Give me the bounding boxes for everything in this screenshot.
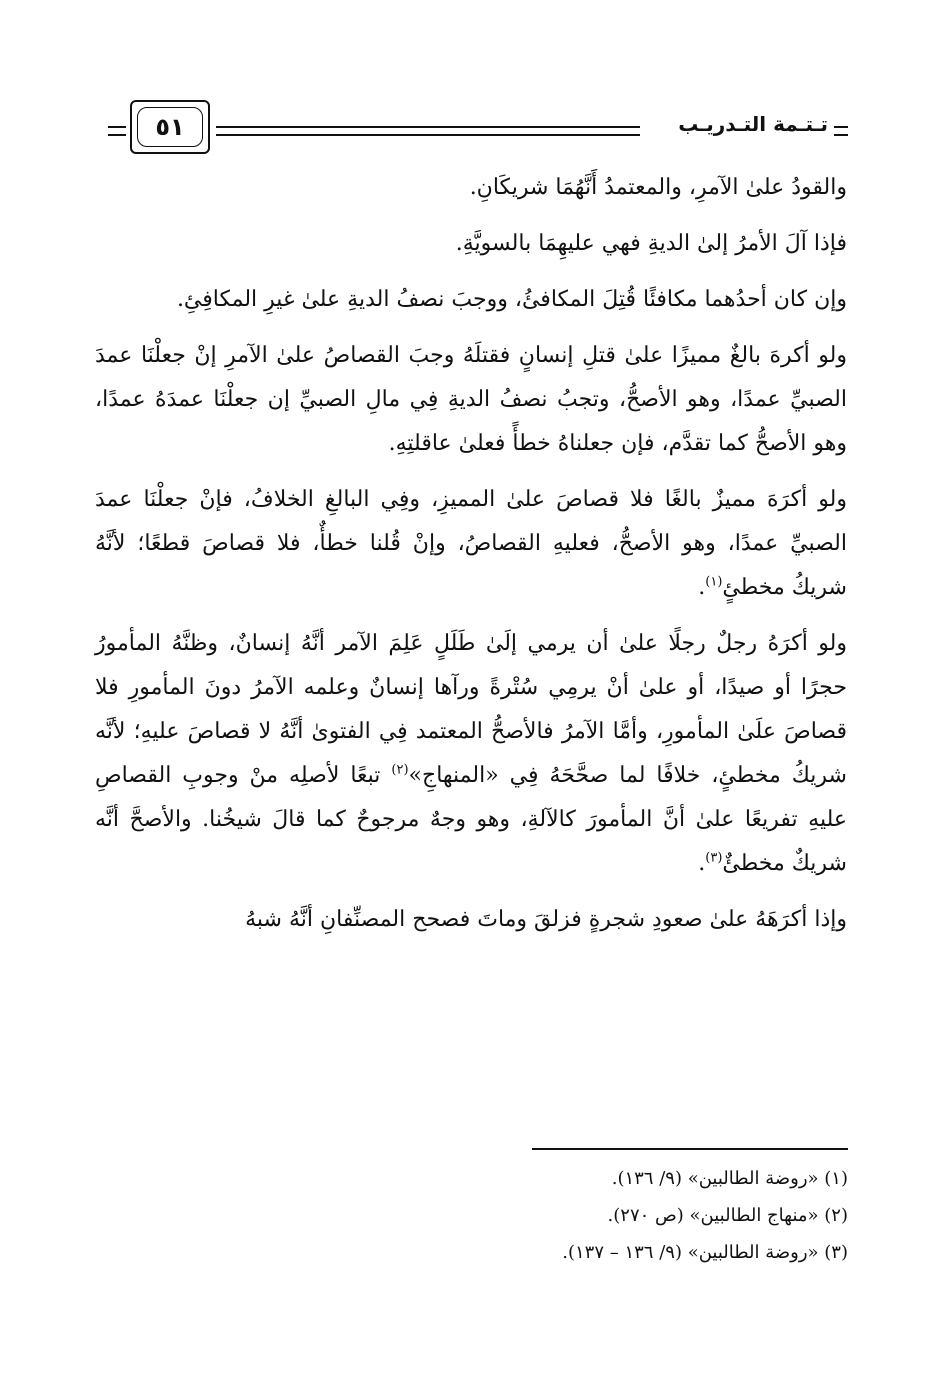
paragraph: ولو أكرَهَ مميزٌ بالغًا فلا قصاصَ علىٰ المميزِ، وفِي البالغِ الخلافُ، فإنْ جعلْنَا عمدَ الصبيِّ عمدًا، وهو الأصحُّ، فعليهِ القصاصُ، وإنْ قُلنا خطأٌ، فلا قصاصَ قطعًا؛ لأنَّهُ شريكُ مخطئٍ$^{(١)}$. (95, 487, 847, 600)
running-title: تـتـمة التـدريـب (678, 112, 828, 136)
paragraph: والقودُ علىٰ الآمرِ، والمعتمدُ أَنَّهُمَا شريكَانِ. (469, 175, 847, 200)
footnote: (٢) «منهاج الطالبين» (ص ٢٧٠). (607, 1205, 848, 1226)
page-number-frame (130, 100, 210, 154)
paragraph: وإذا أكرَهَهُ علىٰ صعودِ شجرةٍ فزلقَ وماتَ فصحح المصنِّفانِ أنَّهُ شبهُ (245, 907, 847, 932)
footnote-divider (532, 1148, 848, 1150)
footnotes (96, 1160, 848, 1271)
main-text (95, 166, 847, 942)
footnote: (٣) «روضة الطالبين» (٩/ ١٣٦ – ١٣٧). (562, 1242, 848, 1263)
paragraph: ولو أكرَهُ رجلٌ رجلًا علىٰ أن يرمي إلَىٰ طَلَلٍ عَلِمَ الآمر أنَّهُ إنسانٌ، وظنَّهُ المأمورُ حجرًا أو صيدًا، أو علىٰ أنْ يرمِي سُتْرةً ورآها إنسانٌ وعلمه الآمرُ دونَ المأمورِ فلا قصاصَ علَىٰ المأمورِ، وأمَّا الآمرُ فالأصحُّ المعتمد فِي الفتوىٰ أنَّهُ لا قصاصَ عليهِ؛ لأنَّه شريكُ مخطئٍ، خلافًا لما صحَّحَهُ فِي «المنهاجِ»$^{(٢)}$ تبعًا لأصلِه منْ وجوبِ القصاصِ عليهِ تفريعًا علىٰ أنَّ المأمورَ كالآلةِ، وهو وجهٌ مرجوحٌ كما قالَ شيخُنا. والأصحَّ أنَّه شريكٌ مخطئٌ$^{(٣)}$. (95, 631, 847, 876)
footnote: (١) «روضة الطالبين» (٩/ ١٣٦). (611, 1168, 848, 1189)
footnote-marker[interactable]: (١) (705, 574, 723, 590)
header-rule-right (834, 126, 848, 136)
footnote-marker[interactable]: (٣) (705, 850, 723, 866)
page-number: ٥١ (137, 107, 203, 147)
header-rule-left (108, 126, 126, 136)
footnote-marker[interactable]: (٢) (391, 762, 409, 778)
header-rule-middle (216, 126, 640, 136)
paragraph: فإذا آلَ الأمرُ إلىٰ الديةِ فهي عليهِمَا بالسويَّةِ. (455, 231, 847, 256)
page-header (108, 98, 848, 160)
paragraph: ولو أكرهَ بالغٌ مميزًا علىٰ قتلِ إنسانٍ فقتلَهُ وجبَ القصاصُ علىٰ الآمرِ إنْ جعلْنَا عمدَ الصبيِّ عمدًا، وهو الأصحُّ، وتجبُ نصفُ الديةِ فِي مالِ الصبيِّ إن جعلْنَا عمدَهُ عمدًا، وهو الأصحُّ كما تقدَّم، فإن جعلناهُ خطأً فعلىٰ عاقلتِهِ. (95, 343, 847, 456)
paragraph: وإن كان أحدُهما مكافئًا قُتِلَ المكافئُ، ووجبَ نصفُ الديةِ علىٰ غيرِ المكافِئِ. (176, 287, 847, 312)
